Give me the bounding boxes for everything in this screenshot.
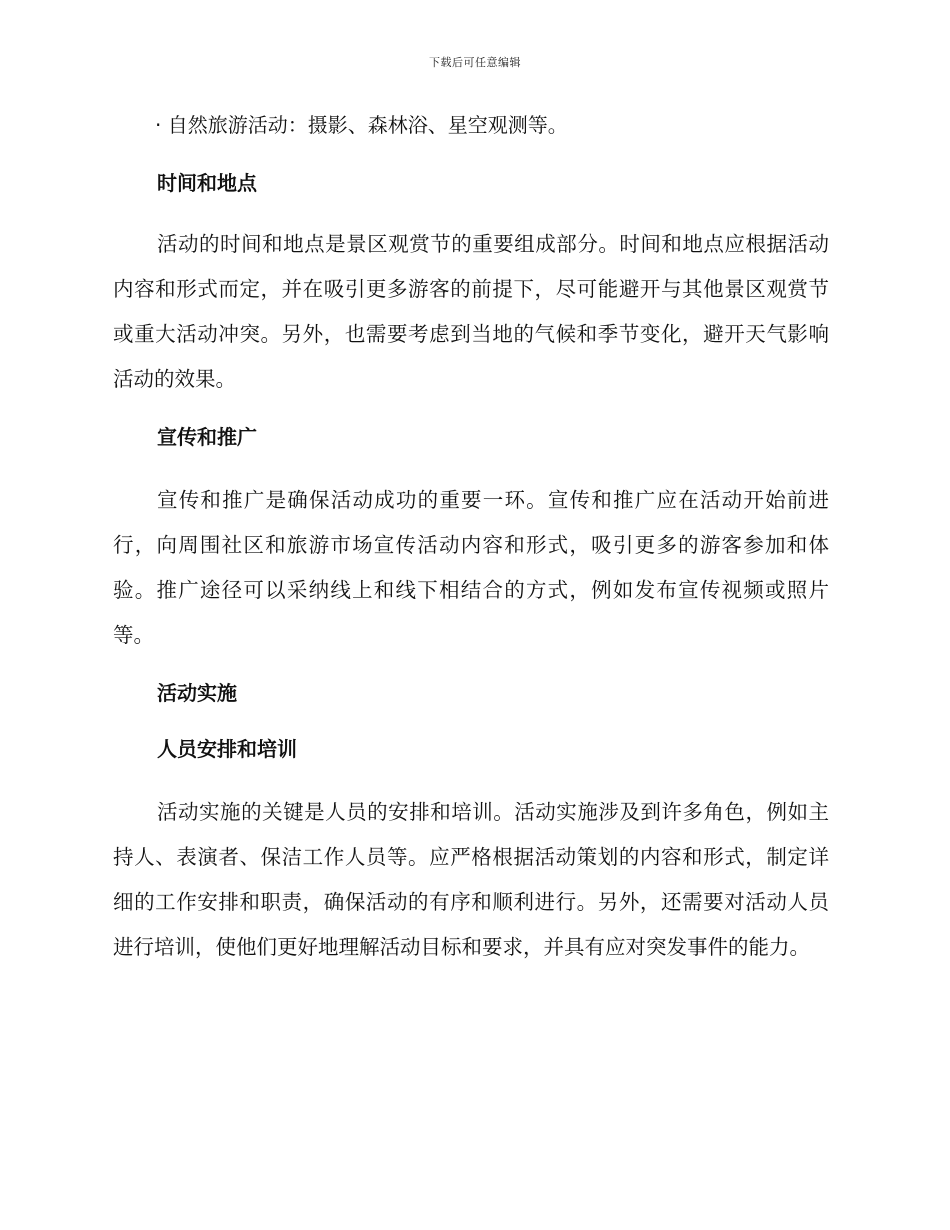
section-paragraph-time-location: 活动的时间和地点是景区观赏节的重要组成部分。时间和地点应根据活动内容和形式而定，并在吸引更多游客的前提下，尽可能避开与其他景区观赏节或重大活动冲突。另外，也需要考虑到当地的气候和季节变化，避开天气影响活动的效果。 — [113, 232, 829, 391]
page-header: 下载后可任意编辑 — [429, 56, 521, 69]
section-heading-promotion: 宣传和推广 — [157, 425, 257, 449]
section-heading-staffing-training: 人员安排和培训 — [157, 737, 297, 761]
section-paragraph-staffing-training: 活动实施的关键是人员的安排和培训。活动实施涉及到许多角色，例如主持人、表演者、保洁工作人员等。应严格根据活动策划的内容和形式，制定详细的工作安排和职责，确保活动的有序和顺利进行。另外，还需要对活动人员进行培训，使他们更好地理解活动目标和要求，并具有应对突发事件的能力。 — [113, 800, 829, 959]
document-body — [113, 110, 829, 970]
section-paragraph-promotion: 宣传和推广是确保活动成功的重要一环。宣传和推广应在活动开始前进行，向周围社区和旅游市场宣传活动内容和形式，吸引更多的游客参加和体验。推广途径可以采纳线上和线下相结合的方式，例如发布宣传视频或照片等。 — [113, 488, 829, 647]
bullet-item: · 自然旅游活动：摄影、森林浴、星空观测等。 — [155, 113, 568, 137]
section-heading-time-location: 时间和地点 — [157, 171, 257, 195]
section-heading-implementation: 活动实施 — [157, 681, 237, 705]
